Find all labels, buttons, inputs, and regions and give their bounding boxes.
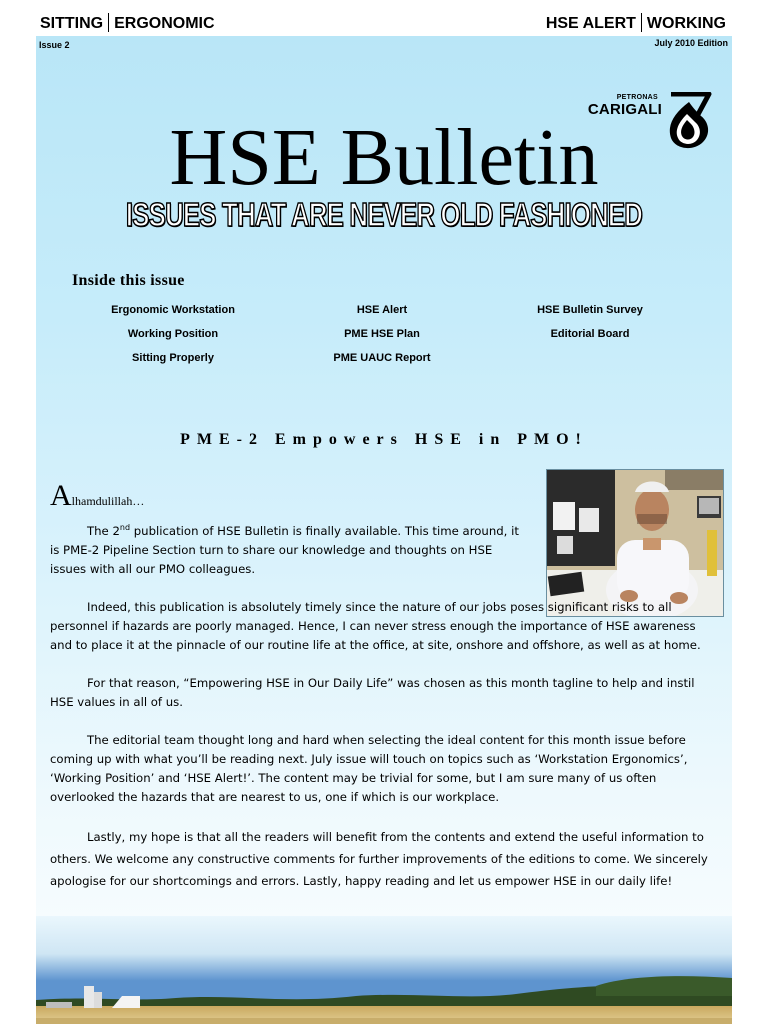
toc-column-2 xyxy=(306,302,458,374)
article-paragraph-3: For that reason, “Empowering HSE in Our Daily Life” was chosen as this month tagline to help and instil HSE values in all of us. xyxy=(50,676,695,709)
p1-superscript: nd xyxy=(119,523,131,533)
landscape-illustration xyxy=(36,916,732,1024)
header-right xyxy=(546,13,726,33)
opener-text: lhamdulillah… xyxy=(71,494,145,508)
article-title: PME-2 Empowers HSE in PMO! xyxy=(180,431,588,448)
inside-this-issue-heading: Inside this issue xyxy=(72,272,185,289)
bulletin-page xyxy=(36,36,732,1024)
p1-text-start: The 2 xyxy=(87,524,120,538)
p1-text-end: publication of HSE Bulletin is finally available. This time around, it is PME-2 Pipeline Section turn to share our knowledge and thoughts on HSE issues with all our PMO colleagues. xyxy=(50,524,519,576)
issue-number: Issue 2 xyxy=(39,40,70,50)
bulletin-tagline: ISSUES THAT ARE NEVER OLD FASHIONED xyxy=(125,196,643,233)
toc-item: HSE Bulletin Survey xyxy=(537,304,643,316)
header-right-topic-2: WORKING xyxy=(646,15,726,32)
footer-landscape-image xyxy=(36,916,732,1024)
toc-column-1 xyxy=(98,302,248,374)
toc-item: Working Position xyxy=(127,328,219,340)
toc-item: Editorial Board xyxy=(550,328,630,340)
toc-column-3 xyxy=(514,302,666,350)
logo-brand-top: PETRONAS xyxy=(616,94,658,101)
bulletin-masthead: HSE Bulletin xyxy=(169,114,599,202)
toc-item: Sitting Properly xyxy=(132,352,214,364)
article-opener xyxy=(50,481,714,511)
running-header xyxy=(0,0,768,36)
article-paragraph-4: The editorial team thought long and hard when selecting the ideal content for this month issue before coming up with what you’ll be reading next. July issue will touch on topics such as ‘Workstation Ergonomics’, ‘Working Position’ and ‘HSE Alert!’. The content may be trivial for some, but I am sure many of us often overlooked the hazards that are nearest to us, one if which is our workplace. xyxy=(50,733,688,804)
header-left-topic-1: SITTING xyxy=(40,15,104,32)
toc-item: Ergonomic Workstation xyxy=(111,304,235,316)
header-separator xyxy=(108,13,109,32)
header-right-topic-1: HSE ALERT xyxy=(545,15,636,32)
header-separator xyxy=(641,13,642,32)
header-left-topic-2: ERGONOMIC xyxy=(114,15,215,32)
edition-date: July 2010 Edition xyxy=(654,38,728,48)
article-paragraph-2: Indeed, this publication is absolutely timely since the nature of our jobs poses significant risks to all personnel if hazards are poorly managed. Hence, I can never stress enough the importance of HSE awareness and to place it at the pinnacle of our routine life at the office, at site, onshore and offshore, as well as at home. xyxy=(50,600,701,652)
drop-cap: A xyxy=(50,479,72,512)
article-paragraph-5: Lastly, my hope is that all the readers will benefit from the contents and extend the useful information to others. We welcome any constructive comments for further improvements of the editions to come. We sincerely apologise for our shortcomings and errors. Lastly, happy reading and let us empower HSE in our daily life! xyxy=(50,830,708,888)
header-left xyxy=(40,13,215,33)
logo-brand-main: CARIGALI xyxy=(587,101,662,118)
toc-item: HSE Alert xyxy=(356,304,408,316)
article-paragraph-1 xyxy=(50,522,522,579)
article-body xyxy=(50,481,714,892)
toc-item: PME UAUC Report xyxy=(333,352,431,364)
toc-item: PME HSE Plan xyxy=(344,328,420,340)
